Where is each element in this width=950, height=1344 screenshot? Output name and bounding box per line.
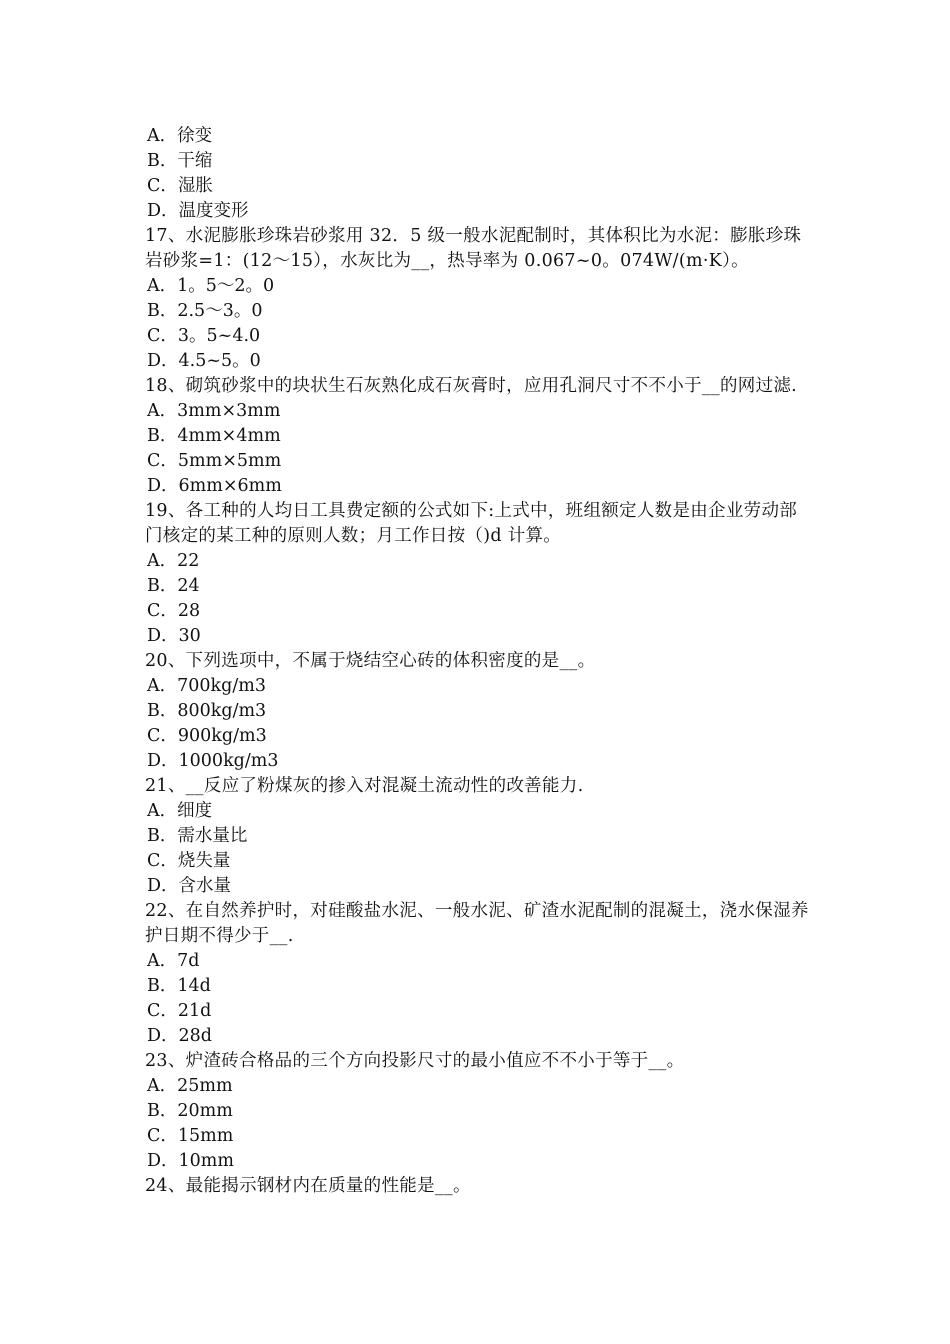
- answer-option: A．7d: [147, 951, 200, 971]
- answer-option: A．700kg/m3: [147, 676, 266, 696]
- answer-option: C．15mm: [147, 1126, 234, 1146]
- question-text: 23、炉渣砖合格品的三个方向投影尺寸的最小值应不不小于等于__。: [145, 1051, 685, 1071]
- answer-option: B．800kg/m3: [147, 701, 267, 721]
- answer-option: C．5mm×5mm: [147, 451, 282, 471]
- question-text: 17、水泥膨胀珍珠岩砂浆用 32．5 级一般水泥配制时，其体积比为水泥：膨胀珍珠岩砂浆=1：(12～15），水灰比为__，热导率为 0.067~0。074W/(m·K）。: [145, 226, 802, 271]
- answer-option: C．3。5~4.0: [147, 326, 261, 346]
- answer-option: D．温度变形: [147, 201, 249, 221]
- answer-option: C．湿胀: [147, 176, 213, 196]
- question-text: 19、各工种的人均日工具费定额的公式如下:上式中，班组额定人数是由企业劳动部门核定的某工种的原则人数；月工作日按（)d 计算。: [145, 501, 798, 546]
- answer-option: A．1。5～2。0: [147, 276, 275, 296]
- answer-option: A．3mm×3mm: [147, 401, 281, 421]
- answer-option: D．10mm: [147, 1151, 234, 1171]
- answer-option: D．30: [147, 626, 201, 646]
- answer-option: B．24: [147, 576, 200, 596]
- answer-option: C．900kg/m3: [147, 726, 267, 746]
- answer-option: D．28d: [147, 1026, 213, 1046]
- answer-option: B．干缩: [147, 151, 213, 171]
- answer-option: C．28: [147, 601, 201, 621]
- question-text: 20、下列选项中，不属于烧结空心砖的体积密度的是__。: [145, 651, 596, 671]
- answer-option: D．6mm×6mm: [147, 476, 282, 496]
- question-text: 22、在自然养护时，对硅酸盐水泥、一般水泥、矿渣水泥配制的混凝土，浇水保湿养护日期不得少于__.: [145, 901, 809, 946]
- answer-option: A．25mm: [147, 1076, 233, 1096]
- answer-option: D．1000kg/m3: [147, 751, 279, 771]
- answer-option: A．22: [147, 551, 200, 571]
- question-text: 24、最能揭示钢材内在质量的性能是__。: [145, 1176, 471, 1196]
- document-body: [145, 124, 810, 1199]
- answer-option: C．21d: [147, 1001, 212, 1021]
- answer-option: B．4mm×4mm: [147, 426, 281, 446]
- answer-option: B．14d: [147, 976, 211, 996]
- answer-option: D．4.5~5。0: [147, 351, 261, 371]
- question-text: 21、__反应了粉煤灰的掺入对混凝土流动性的改善能力.: [145, 776, 584, 796]
- answer-option: B．需水量比: [147, 826, 248, 846]
- answer-option: B．20mm: [147, 1101, 233, 1121]
- answer-option: A．徐变: [147, 126, 213, 146]
- answer-option: D．含水量: [147, 876, 232, 896]
- answer-option: C．烧失量: [147, 851, 231, 871]
- answer-option: A．细度: [147, 801, 213, 821]
- question-text: 18、砌筑砂浆中的块状生石灰熟化成石灰膏时，应用孔洞尺寸不不小于__的网过滤.: [145, 376, 798, 396]
- answer-option: B．2.5～3。0: [147, 301, 263, 321]
